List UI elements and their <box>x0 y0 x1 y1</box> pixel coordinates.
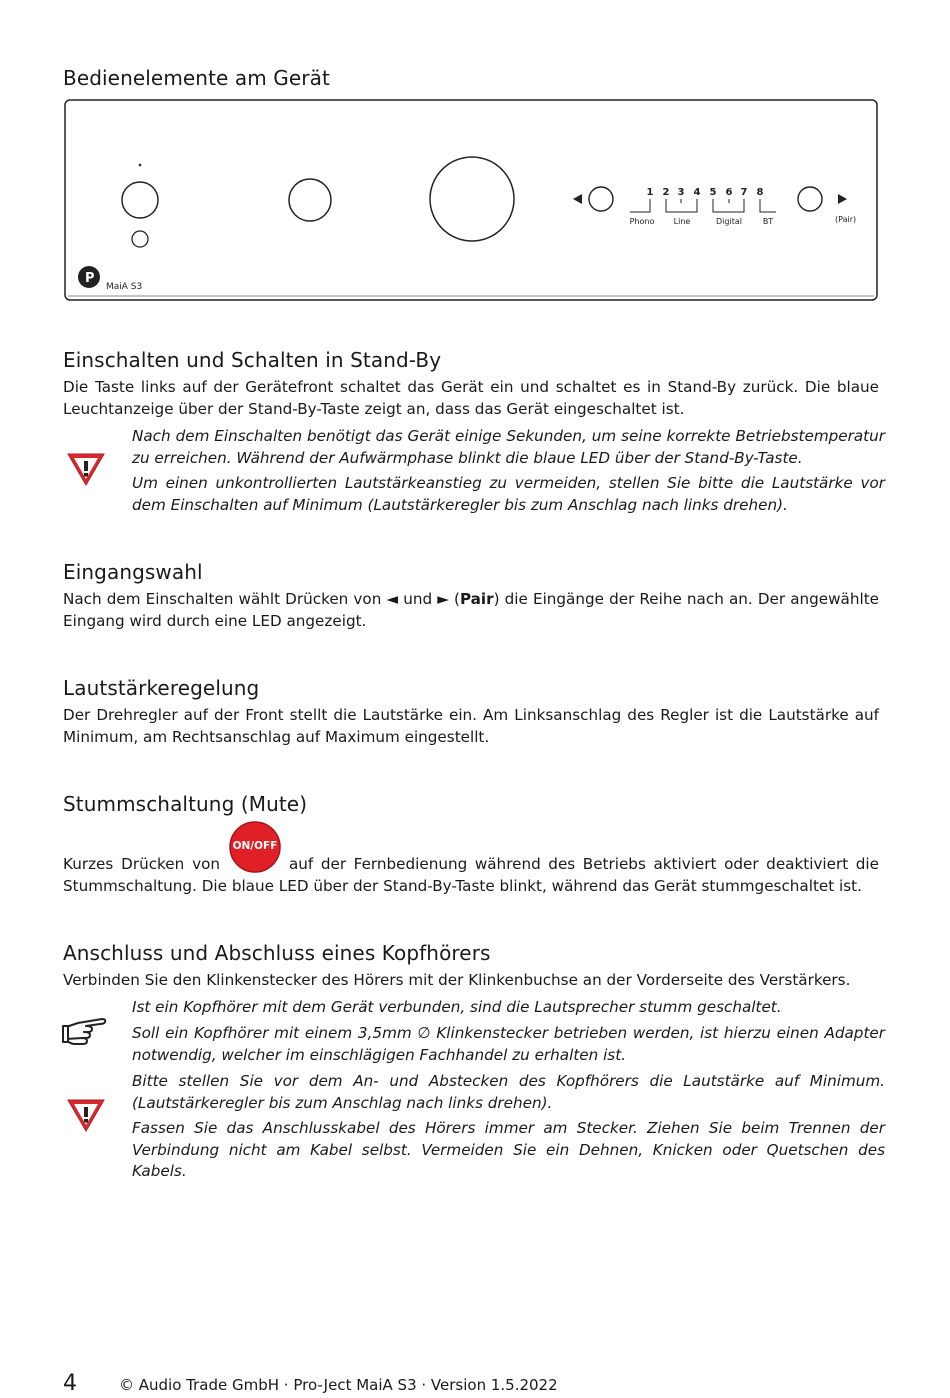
group-line: Line <box>673 217 691 226</box>
input-5: 5 <box>709 187 717 198</box>
svg-text:P: P <box>85 271 95 286</box>
input-8: 8 <box>756 187 764 198</box>
heading-controls: Bedienelemente am Gerät <box>63 66 330 90</box>
page-number: 4 <box>63 1371 77 1396</box>
input-6: 6 <box>725 187 733 198</box>
warning-icon <box>66 1097 106 1133</box>
headphone-jack-icon <box>132 231 148 247</box>
select-knob <box>289 179 331 221</box>
footer-text: © Audio Trade GmbH · Pro-Ject MaiA S3 · Version 1.5.2022 <box>119 1376 558 1394</box>
heading-mute: Stummschaltung (Mute) <box>63 792 308 816</box>
model-label: MaiA S3 <box>106 282 143 292</box>
standby-text: Die Taste links auf der Gerätefront schaltet das Gerät ein und schaltet es in Stand-By zurück. Die blaue Leuchtanzeige über der Stand-By-Taste zeigt an, dass das Gerät eingeschaltet ist. <box>63 378 879 418</box>
device-front-panel <box>64 99 878 301</box>
mute-text-b: auf der Fernbedienung während des Betriebs aktiviert oder deaktiviert die Stummschaltung. Die blaue LED über der Stand-By-Taste blinkt, während das Gerät stummgeschaltet ist. <box>63 855 879 895</box>
headphones-note-4: Fassen Sie das Anschlusskabel des Hörers immer am Stecker. Ziehen Sie beim Trennen der Verbindung nicht am Kabel selbst. Vermeiden Sie ein Dehnen, Knicken oder Quetschen des Kabels. <box>132 1119 885 1180</box>
standby-button <box>122 182 158 218</box>
heading-headphones: Anschluss und Abschluss eines Kopfhörers <box>63 941 491 965</box>
pair-label: (Pair) <box>835 215 857 224</box>
input-text: Nach dem Einschalten wählt Drücken von ◄ und ► (Pair) die Eingänge der Reihe nach an. Der angewählte Eingang wird durch eine LED angezeigt. <box>63 590 880 630</box>
warning-icon <box>66 451 106 487</box>
standby-led-icon <box>139 164 142 167</box>
volume-text: Der Drehregler auf der Front stellt die Lautstärke ein. Am Linksanschlag des Regler ist die Lautstärke auf Minimum, am Rechtsanschlag auf Maximum eingestellt. <box>63 706 879 746</box>
input-2: 2 <box>662 187 670 198</box>
input-4: 4 <box>693 187 701 198</box>
left-button <box>589 187 613 211</box>
group-phono: Phono <box>629 217 655 226</box>
input-3: 3 <box>677 187 685 198</box>
right-button <box>798 187 822 211</box>
headphones-text: Verbinden Sie den Klinkenstecker des Hörers mit der Klinkenbuchse an der Vorderseite des Verstärkers. <box>63 971 851 989</box>
heading-volume: Lautstärkeregelung <box>63 676 260 700</box>
heading-standby: Einschalten und Schalten in Stand-By <box>63 348 442 372</box>
input-7: 7 <box>740 187 748 198</box>
headphones-note-2: Soll ein Kopfhörer mit einem 3,5mm ∅ Klinkenstecker betrieben werden, ist hierzu einen Adapter notwendig, welcher im einschlägigen Fachhandel zu erhalten ist. <box>132 1024 885 1064</box>
headphones-note-3: Bitte stellen Sie vor dem An- und Abstecken des Kopfhörers die Lautstärke auf Minimum. (Lautstärkeregler bis zum Anschlag nach links drehen). <box>132 1072 885 1112</box>
headphones-note-1: Ist ein Kopfhörer mit dem Gerät verbunden, sind die Lautsprecher stumm geschaltet. <box>132 998 782 1016</box>
volume-knob <box>430 157 514 241</box>
group-bt: BT <box>762 217 774 226</box>
input-1: 1 <box>646 187 654 198</box>
heading-input: Eingangswahl <box>63 560 203 584</box>
pointing-hand-icon <box>62 1013 108 1049</box>
mute-text-a: Kurzes Drücken von <box>63 855 220 873</box>
standby-note-2: Um einen unkontrollierten Lautstärkeanstieg zu vermeiden, stellen Sie bitte die Lautstärke vor dem Einschalten auf Minimum (Lautstärkeregler bis zum Anschlag nach links drehen). <box>132 474 885 514</box>
standby-note-1: Nach dem Einschalten benötigt das Gerät einige Sekunden, um seine korrekte Betriebstemperatur zu erreichen. Während der Aufwärmphase blinkt die blaue LED über der Stand-By-Taste. <box>132 427 885 467</box>
svg-text:ON/OFF: ON/OFF <box>232 840 278 852</box>
group-digital: Digital <box>716 217 742 226</box>
